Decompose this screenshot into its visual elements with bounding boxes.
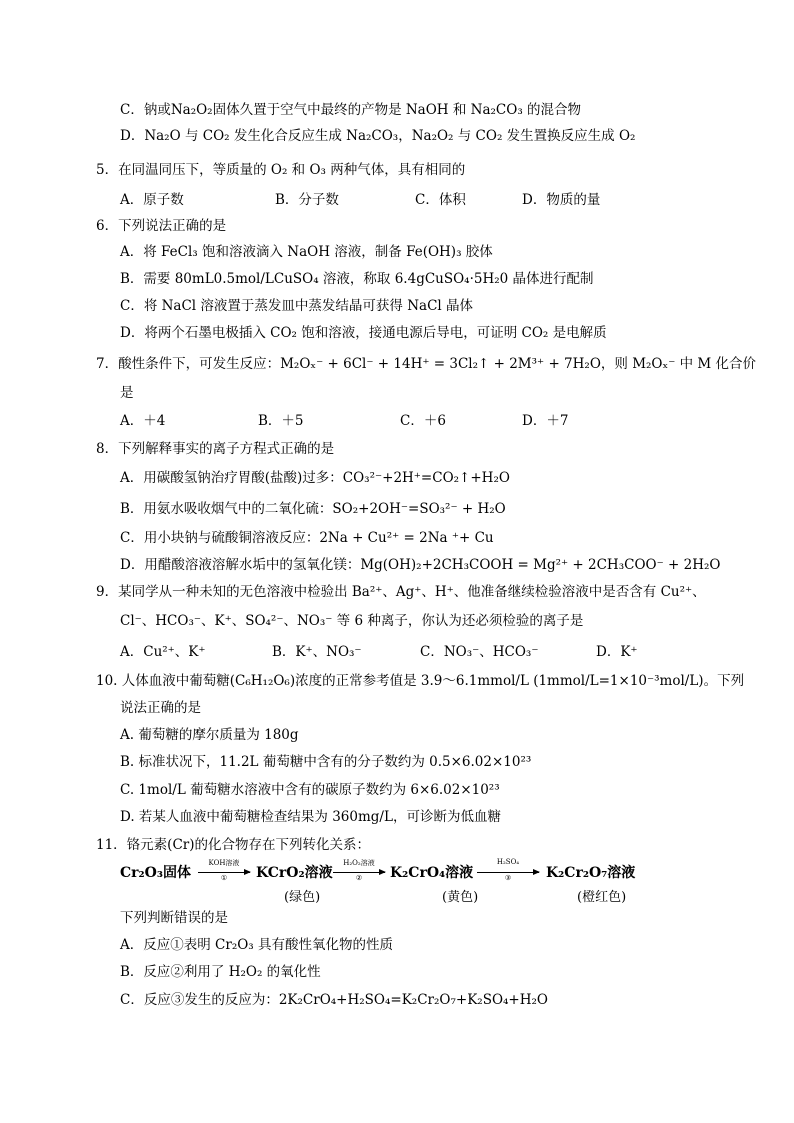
- arrow3-reagent: H₂SO₄: [496, 858, 520, 866]
- q10-stem-cont: 说法正确的是: [120, 700, 201, 716]
- chain-reactant-cr2o3: Cr₂O₃固体: [120, 865, 191, 881]
- q5-option-b: B．分子数: [275, 192, 339, 208]
- q7-option-d: D．＋7: [522, 413, 569, 429]
- q10-stem: 10. 人体血液中葡萄糖(C₆H₁₂O₆)浓度的正常参考值是 3.9～6.1mmol/L (1mmol/L=1×10⁻³mol/L)。下列: [96, 673, 745, 689]
- color-label-orange-red: (橙红色): [577, 890, 627, 905]
- q9-options: [120, 642, 680, 662]
- q10-option-c: C. 1mol/L 葡萄糖水溶液中含有的碳原子数约为 6×6.02×10²³: [120, 782, 500, 798]
- q5-options: [120, 190, 680, 210]
- q7-stem: 7．酸性条件下，可发生反应：M₂Oₓ⁻ + 6Cl⁻ + 14H⁺ = 3Cl₂↑ + 2M³⁺ + 7H₂O，则 M₂Oₓ⁻ 中 M 化合价: [96, 356, 757, 372]
- q6-option-c: C．将 NaCl 溶液置于蒸发皿中蒸发结晶可获得 NaCl 晶体: [120, 298, 474, 314]
- arrow2-step: ②: [355, 874, 363, 882]
- q9-option-a: A．Cu²⁺、K⁺: [120, 644, 206, 660]
- q6-stem: 6．下列说法正确的是: [96, 218, 227, 234]
- q5-option-a: A．原子数: [120, 192, 184, 208]
- q6-option-b: B．需要 80mL0.5mol/LCuSO₄ 溶液，称取 6.4gCuSO₄·5H₂0 晶体进行配制: [120, 271, 594, 287]
- q9-option-d: D．K⁺: [596, 644, 638, 660]
- q11-stem-cont: 下列判断错误的是: [120, 910, 228, 926]
- q11-option-c: C．反应③发生的反应为：2K₂CrO₄+H₂SO₄=K₂Cr₂O₇+K₂SO₄+H₂O: [120, 992, 548, 1008]
- q9-option-c: C．NO₃⁻、HCO₃⁻: [420, 644, 539, 660]
- arrow1-step: ①: [220, 874, 228, 882]
- q11-option-a: A．反应①表明 Cr₂O₃ 具有酸性氧化物的性质: [120, 937, 394, 953]
- q4-option-d: D．Na₂O 与 CO₂ 发生化合反应生成 Na₂CO₃，Na₂O₂ 与 CO₂ 发生置换反应生成 O₂: [120, 128, 636, 144]
- q5-option-d: D．物质的量: [522, 192, 601, 208]
- q9-stem: 9．某同学从一种未知的无色溶液中检验出 Ba²⁺、Ag⁺、H⁺、他准备继续检验溶液中是否含有 Cu²⁺、: [96, 584, 706, 600]
- q7-option-c: C．＋6: [400, 413, 446, 429]
- arrow2-reagent: H₂O₂溶液: [343, 859, 375, 867]
- q4-option-c: C．钠或Na₂O₂固体久置于空气中最终的产物是 NaOH 和 Na₂CO₃ 的混合物: [120, 102, 582, 118]
- q10-option-a: A. 葡萄糖的摩尔质量为 180g: [120, 727, 299, 743]
- arrow3: [477, 872, 539, 873]
- q5-option-c: C．体积: [415, 192, 466, 208]
- q7-options: [120, 411, 680, 431]
- q7-option-a: A．＋4: [120, 413, 166, 429]
- arrow1: [198, 872, 250, 873]
- q7-stem-cont: 是: [120, 385, 134, 401]
- q11-stem: 11．铬元素(Cr)的化合物存在下列转化关系：: [96, 837, 370, 853]
- q7-option-b: B．＋5: [258, 413, 304, 429]
- q6-option-a: A．将 FeCl₃ 饱和溶液滴入 NaOH 溶液，制备 Fe(OH)₃ 胶体: [120, 244, 493, 260]
- arrow3-step: ③: [504, 874, 512, 882]
- q8-stem: 8．下列解释事实的离子方程式正确的是: [96, 441, 335, 457]
- q8-option-b: B．用氨水吸收烟气中的二氧化硫：SO₂+2OH⁻=SO₃²⁻ + H₂O: [120, 501, 506, 517]
- arrow2: [333, 872, 385, 873]
- chain-product-k2cro4: K₂CrO₄溶液: [390, 865, 474, 881]
- color-label-yellow: (黄色): [442, 890, 479, 905]
- q8-option-d: D．用醋酸溶液溶解水垢中的氢氧化镁：Mg(OH)₂+2CH₃COOH = Mg²⁺ + 2CH₃COO⁻ + 2H₂O: [120, 557, 721, 573]
- q8-option-a: A．用碳酸氢钠治疗胃酸(盐酸)过多：CO₃²⁻+2H⁺=CO₂↑+H₂O: [120, 470, 510, 486]
- q6-option-d: D．将两个石墨电极插入 CO₂ 饱和溶液，接通电源后导电，可证明 CO₂ 是电解质: [120, 325, 607, 341]
- q11-option-b: B．反应②利用了 H₂O₂ 的氧化性: [120, 964, 321, 980]
- arrow1-reagent: KOH溶液: [208, 859, 240, 867]
- q5-stem: 5．在同温同压下，等质量的 O₂ 和 O₃ 两种气体，具有相同的: [96, 162, 466, 178]
- q11-reaction-chain: [120, 856, 680, 906]
- q8-option-c: C．用小块钠与硫酸铜溶液反应：2Na + Cu²⁺ = 2Na ⁺+ Cu: [120, 530, 494, 546]
- chain-product-k2cr2o7: K₂Cr₂O₇溶液: [546, 865, 636, 881]
- q9-option-b: B．K⁺、NO₃⁻: [272, 644, 362, 660]
- color-label-green: (绿色): [284, 890, 321, 905]
- chain-product-kcro2: KCrO₂溶液: [256, 865, 333, 881]
- q10-option-b: B. 标准状况下，11.2L 葡萄糖中含有的分子数约为 0.5×6.02×10²³: [120, 754, 532, 770]
- q9-stem-cont: Cl⁻、HCO₃⁻、K⁺、SO₄²⁻、NO₃⁻ 等 6 种离子，你认为还必须检验的离子是: [120, 613, 584, 629]
- q10-option-d: D. 若某人血液中葡萄糖检查结果为 360mg/L，可诊断为低血糖: [120, 809, 501, 825]
